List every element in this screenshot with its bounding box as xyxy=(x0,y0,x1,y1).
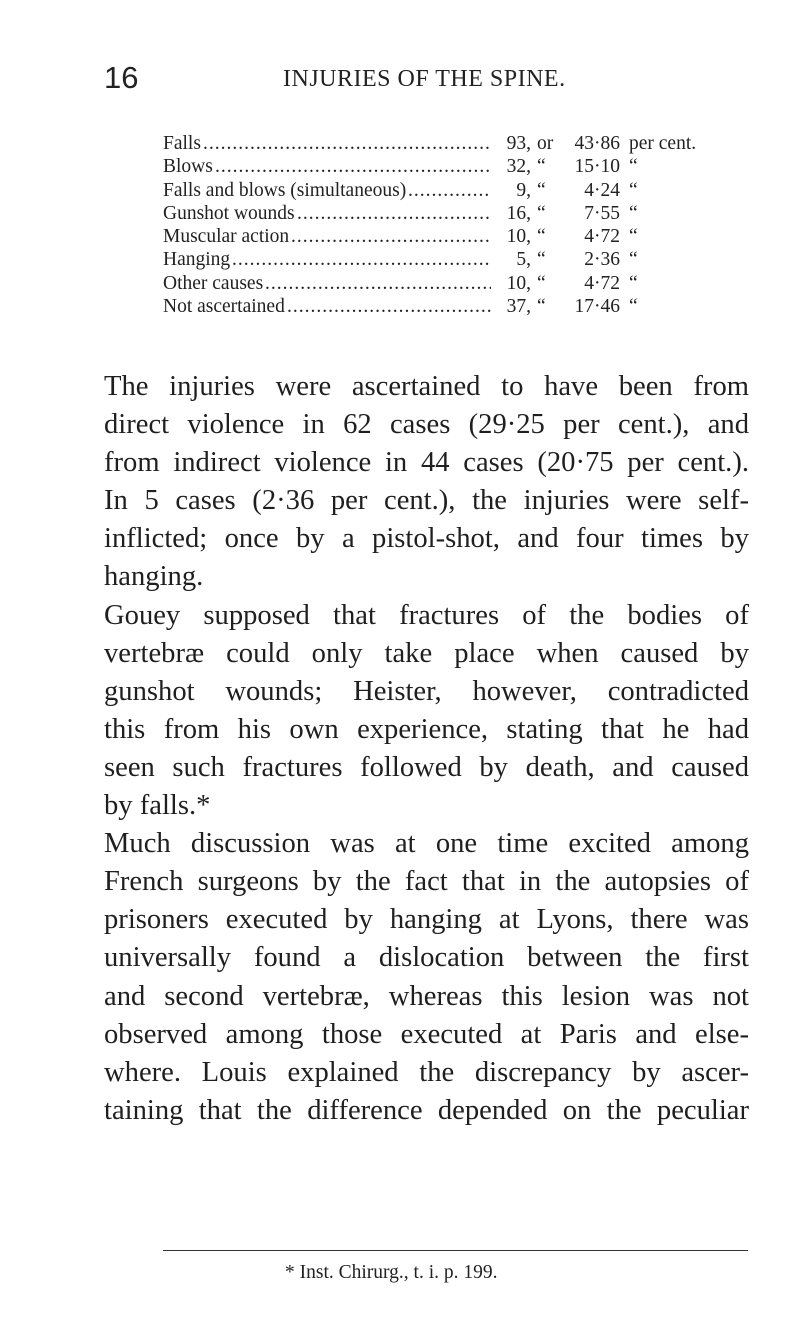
ditto-or: “ xyxy=(537,272,546,294)
case-count: 93, xyxy=(506,133,531,154)
percent-unit: “ xyxy=(629,226,638,248)
case-percent: 2·36 xyxy=(584,249,620,271)
cause-label: Blows xyxy=(163,156,213,178)
causes-table-row xyxy=(163,179,753,202)
ditto-or: “ xyxy=(537,249,546,271)
causes-table-row xyxy=(163,132,753,155)
ditto-or: “ xyxy=(537,179,546,201)
percent-unit: “ xyxy=(629,202,638,224)
case-count: 16, xyxy=(506,202,531,224)
case-percent: 15·10 xyxy=(574,156,620,178)
ditto-or: “ xyxy=(537,202,546,224)
text-line: In 5 cases (2·36 per cent.), the injuries were self- xyxy=(104,485,749,517)
leader-dots xyxy=(265,272,491,295)
case-count: 32, xyxy=(506,156,531,178)
percent-unit: per cent. xyxy=(629,133,697,154)
text-line: by falls.* xyxy=(104,790,211,822)
text-line: seen such fractures followed by death, and caused xyxy=(104,751,749,783)
cause-label: Gunshot wounds xyxy=(163,202,295,224)
case-count: 37, xyxy=(506,296,531,318)
footnote-divider xyxy=(163,1250,748,1251)
running-title: INJURIES OF THE SPINE. xyxy=(283,66,566,92)
causes-table-row xyxy=(163,248,753,271)
text-line: direct violence in 62 cases (29·25 per cent.), and xyxy=(104,409,749,441)
leader-dots xyxy=(408,179,491,202)
causes-table-row xyxy=(163,202,753,225)
causes-table-row xyxy=(163,295,753,318)
case-count: 9, xyxy=(516,179,531,201)
text-line: taining that the difference depended on the peculiar xyxy=(104,1094,749,1126)
text-line: this from his own experience, stating that he had xyxy=(104,713,749,745)
cause-label: Other causes xyxy=(163,272,264,294)
text-line: prisoners executed by hanging at Lyons, there was xyxy=(104,904,749,936)
body-text xyxy=(104,368,749,1130)
leader-dots xyxy=(203,132,491,155)
text-line: vertebræ could only take place when caused by xyxy=(104,637,749,669)
page-header xyxy=(0,60,800,104)
leader-dots xyxy=(232,248,491,271)
text-line: where. Louis explained the discrepancy by ascer- xyxy=(104,1056,749,1088)
cause-label: Falls and blows (simultaneous) xyxy=(163,179,407,201)
text-line: from indirect violence in 44 cases (20·75 per cent.). xyxy=(104,447,749,479)
text-line: hanging. xyxy=(104,561,204,593)
case-percent: 7·55 xyxy=(584,202,620,224)
cause-label: Muscular action xyxy=(163,226,290,248)
causes-table xyxy=(163,132,753,318)
case-count: 10, xyxy=(506,226,531,248)
percent-unit: “ xyxy=(629,272,638,294)
text-line: Gouey supposed that fractures of the bodies of xyxy=(104,599,749,631)
page-number: 16 xyxy=(104,60,139,95)
cause-label: Hanging xyxy=(163,249,231,271)
text-line: French surgeons by the fact that in the autopsies of xyxy=(104,866,749,898)
footnote: * Inst. Chirurg., t. i. p. 199. xyxy=(285,1262,498,1283)
text-line: inflicted; once by a pistol-shot, and four times by xyxy=(104,523,749,555)
percent-unit: “ xyxy=(629,179,638,201)
causes-table-row xyxy=(163,155,753,178)
ditto-or: “ xyxy=(537,296,546,318)
ditto-or: or xyxy=(537,133,554,154)
case-percent: 4·72 xyxy=(584,226,620,248)
leader-dots xyxy=(297,202,491,225)
cause-label: Not ascertained xyxy=(163,296,285,318)
case-percent: 4·24 xyxy=(584,179,620,201)
ditto-or: “ xyxy=(537,156,546,178)
ditto-or: “ xyxy=(537,226,546,248)
case-percent: 4·72 xyxy=(584,272,620,294)
leader-dots xyxy=(215,155,491,178)
text-line: gunshot wounds; Heister, however, contradicted xyxy=(104,675,749,707)
text-line: universally found a dislocation between the first xyxy=(104,942,749,974)
percent-unit: “ xyxy=(629,249,638,271)
text-line: Much discussion was at one time excited among xyxy=(104,828,749,860)
case-percent: 17·46 xyxy=(574,296,620,318)
percent-unit: “ xyxy=(629,156,638,178)
cause-label: Falls xyxy=(163,133,201,154)
leader-dots xyxy=(287,295,491,318)
causes-table-row xyxy=(163,225,753,248)
text-line: observed among those executed at Paris and else- xyxy=(104,1018,749,1050)
text-line: The injuries were ascertained to have been from xyxy=(104,371,749,402)
causes-table-row xyxy=(163,272,753,295)
percent-unit: “ xyxy=(629,296,638,318)
case-count: 10, xyxy=(506,272,531,294)
case-count: 5, xyxy=(516,249,531,271)
leader-dots xyxy=(291,225,491,248)
text-line: and second vertebræ, whereas this lesion was not xyxy=(104,980,749,1012)
case-percent: 43·86 xyxy=(574,133,620,154)
